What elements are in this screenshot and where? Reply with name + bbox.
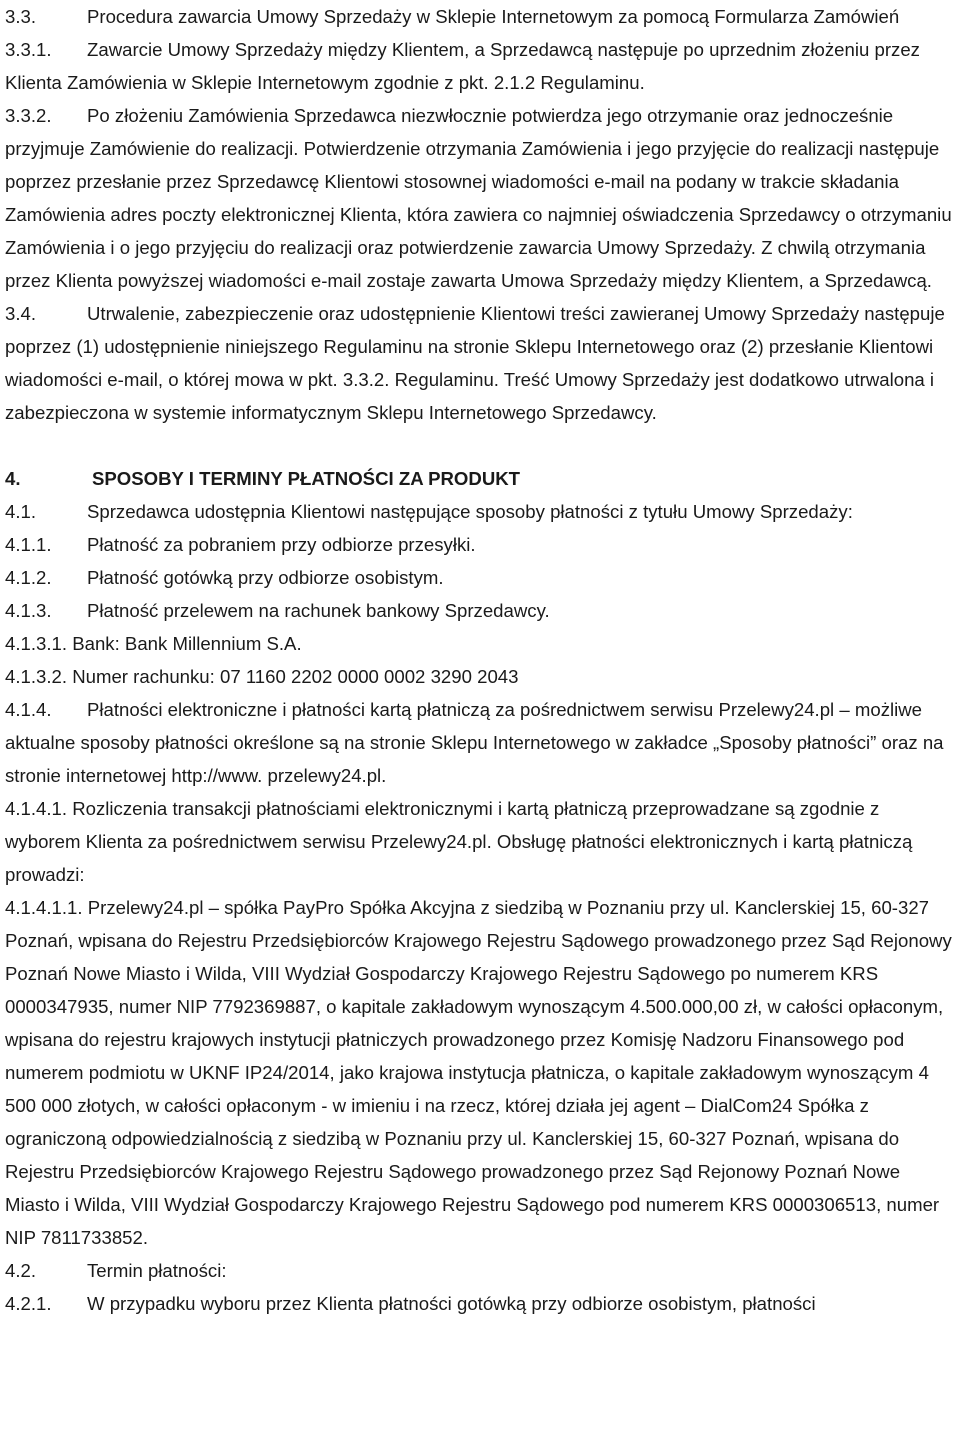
paragraph-4-2-1 — [5, 1287, 956, 1320]
paragraph-text: Płatności elektroniczne i płatności kartą płatniczą za pośrednictwem serwisu Przelewy24.pl – możliwe aktualne sposoby płatności określone są na stronie Sklepu Internetowego w zakładce „Sposoby płatności” oraz na stronie internetowej http://www. przelewy24.pl. — [5, 699, 944, 786]
paragraph-4-1-4-1-1 — [5, 891, 956, 1254]
paragraph-number: 4.1.1. — [5, 534, 52, 555]
paragraph-text: Płatność przelewem na rachunek bankowy Sprzedawcy. — [87, 600, 550, 621]
paragraph-4-1-3-1 — [5, 627, 956, 660]
paragraph-number: 4.1.2. — [5, 567, 52, 588]
paragraph-text: Po złożeniu Zamówienia Sprzedawca niezwłocznie potwierdza jego otrzymanie oraz jednocześnie przyjmuje Zamówienie do realizacji. Potwierdzenie otrzymania Zamówienia i jego przyjęcie do realizacji następuje poprzez przesłanie przez Sprzedawcę Klientowi stosownej wiadomości e-mail na podany w trakcie składania Zamówienia adres poczty elektronicznej Klienta, która zawiera co najmniej oświadczenia Sprzedawcy o otrzymaniu Zamówienia i o jego przyjęciu do realizacji oraz potwierdzenie zawarcia Umowy Sprzedaży. Z chwilą otrzymania przez Klienta powyższej wiadomości e-mail zostaje zawarta Umowa Sprzedaży między Klientem, a Sprzedawcą. — [5, 105, 952, 291]
paragraph-number: 3.3. — [5, 6, 37, 27]
paragraph-4-1-2 — [5, 561, 956, 594]
paragraph-text: W przypadku wyboru przez Klienta płatności gotówką przy odbiorze osobistym, płatności — [87, 1293, 816, 1314]
paragraph-number: 4.1.3. — [5, 600, 52, 621]
paragraph-text: Zawarcie Umowy Sprzedaży między Klientem, a Sprzedawcą następuje po uprzednim złożeniu przez Klienta Zamówienia w Sklepie Internetowym zgodnie z pkt. 2.1.2 Regulaminu. — [5, 39, 920, 93]
paragraph-text: Płatność za pobraniem przy odbiorze przesyłki. — [87, 534, 476, 555]
paragraph-text: Sprzedawca udostępnia Klientowi następujące sposoby płatności z tytułu Umowy Sprzedaży: — [87, 501, 853, 522]
paragraph-4-2 — [5, 1254, 956, 1287]
paragraph-number: 4.2. — [5, 1260, 37, 1281]
paragraph-4-1-4-1 — [5, 792, 956, 891]
paragraph-text: Procedura zawarcia Umowy Sprzedaży w Sklepie Internetowym za pomocą Formularza Zamówień — [87, 6, 900, 27]
paragraph-number: 4.2.1. — [5, 1293, 52, 1314]
paragraph-3-3 — [5, 0, 956, 33]
paragraph-number: 3.3.2. — [5, 105, 52, 126]
section-number: 4. — [5, 468, 21, 489]
paragraph-4-1-3 — [5, 594, 956, 627]
paragraph-4-1-4 — [5, 693, 956, 792]
paragraph-number: 4.1. — [5, 501, 37, 522]
paragraph-number: 4.1.3.1. — [5, 633, 68, 654]
section-heading — [5, 462, 956, 495]
paragraph-number: 3.3.1. — [5, 39, 52, 60]
paragraph-3-3-2 — [5, 99, 956, 297]
paragraph-text: Bank: Bank Millennium S.A. — [72, 633, 302, 654]
paragraph-text: Numer rachunku: 07 1160 2202 0000 0002 3290 2043 — [72, 666, 519, 687]
paragraph-number: 4.1.4. — [5, 699, 52, 720]
paragraph-number: 4.1.4.1. — [5, 798, 68, 819]
paragraph-3-4 — [5, 297, 956, 429]
paragraph-number: 4.1.3.2. — [5, 666, 68, 687]
paragraph-text: Przelewy24.pl – spółka PayPro Spółka Akcyjna z siedzibą w Poznaniu przy ul. Kanclerskiej 15, 60-327 Poznań, wpisana do Rejestru Przedsiębiorców Krajowego Rejestru Sądowego prowadzonego przez Sąd Rejonowy Poznań Nowe Miasto i Wilda, VIII Wydział Gospodarczy Krajowego Rejestru Sądowego po numerem KRS 0000347935, numer NIP 7792369887, o kapitale zakładowym wynoszącym 4.500.000,00 zł, w całości opłaconym, wpisana do rejestru krajowych instytucji płatniczych prowadzonego przez Komisję Nadzoru Finansowego pod numerem podmiotu w UKNF IP24/2014, jako krajowa instytucja płatnicza, o kapitale zakładowym wynoszącym 4 500 000 złotych, w całości opłaconym - w imieniu i na rzecz, której działa jej agent – DialCom24 Spółka z ograniczoną odpowiedzialnością z siedzibą w Poznaniu przy ul. Kanclerskiej 15, 60-327 Poznań, wpisana do Rejestru Przedsiębiorców Krajowego Rejestru Sądowego prowadzonego przez Sąd Rejonowy Poznań Nowe Miasto i Wilda, VIII Wydział Gospodarczy Krajowego Rejestru Sądowego pod numerem KRS 0000306513, numer NIP 7811733852. — [5, 897, 952, 1248]
paragraph-3-3-1 — [5, 33, 956, 99]
paragraph-text: Rozliczenia transakcji płatnościami elektronicznymi i kartą płatniczą przeprowadzane są zgodnie z wyborem Klienta za pośrednictwem serwisu Przelewy24.pl. Obsługę płatności elektronicznych i kartą płatniczą prowadzi: — [5, 798, 913, 885]
paragraph-4-1 — [5, 495, 956, 528]
paragraph-4-1-3-2 — [5, 660, 956, 693]
paragraph-text: Termin płatności: — [87, 1260, 227, 1281]
section-title: SPOSOBY I TERMINY PŁATNOŚCI ZA PRODUKT — [92, 468, 521, 489]
paragraph-number: 4.1.4.1.1. — [5, 897, 83, 918]
paragraph-text: Utrwalenie, zabezpieczenie oraz udostępnienie Klientowi treści zawieranej Umowy Sprzedaży następuje poprzez (1) udostępnienie niniejszego Regulaminu na stronie Sklepu Internetowego oraz (2) przesłanie Klientowi wiadomości e-mail, o której mowa w pkt. 3.3.2. Regulaminu. Treść Umowy Sprzedaży jest dodatkowo utrwalona i zabezpieczona w systemie informatycznym Sklepu Internetowego Sprzedawcy. — [5, 303, 945, 423]
paragraph-4-1-1 — [5, 528, 956, 561]
paragraph-number: 3.4. — [5, 303, 37, 324]
paragraph-text: Płatność gotówką przy odbiorze osobistym. — [87, 567, 444, 588]
